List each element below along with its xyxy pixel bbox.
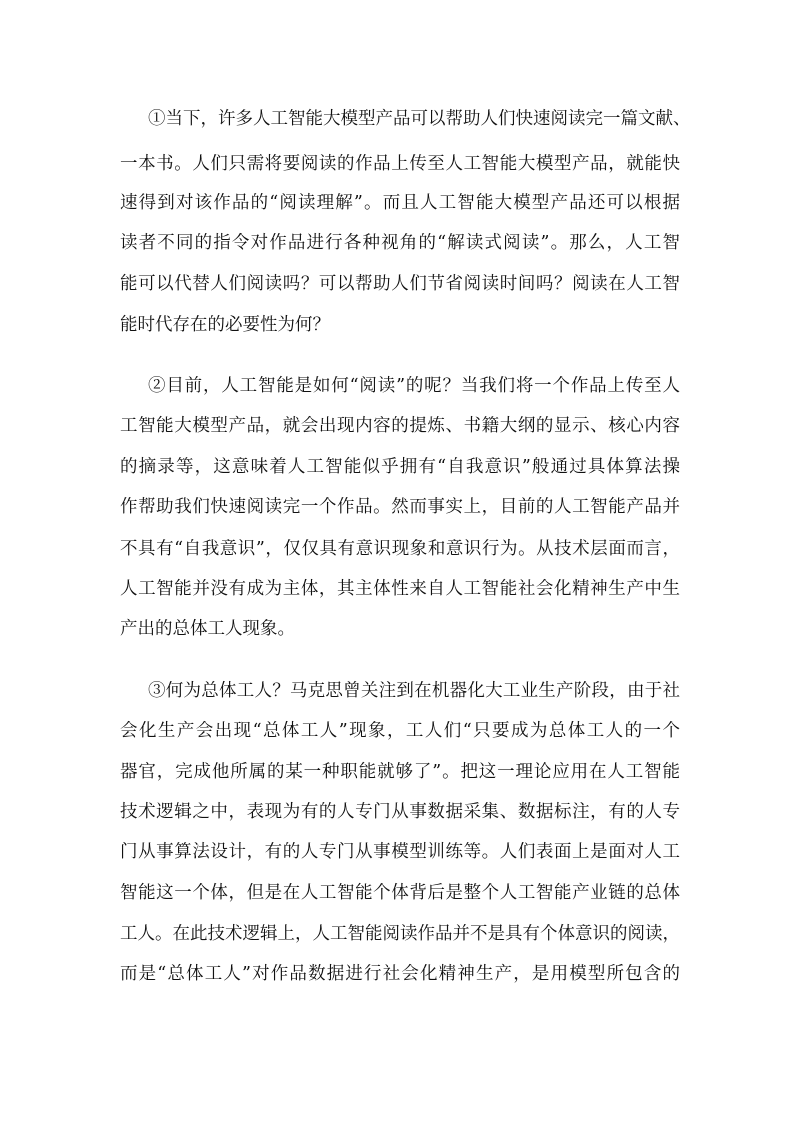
paragraph-1-line-6: 能时代存在的必要性为何？ [120,315,330,335]
paragraph-3-line-7: 工人。在此技术逻辑上，人工智能阅读作品并不是具有个体意识的阅读， [120,924,680,944]
paragraph-2-line-6: 人工智能并没有成为主体，其主体性来自人工智能社会化精神生产中生 [120,579,680,599]
paragraph-3-line-8: 而是“总体工人”对作品数据进行社会化精神生产，是用模型所包含的 [120,964,680,984]
paragraph-2-line-2: 工智能大模型产品，就会出现内容的提炼、书籍大纲的显示、核心内容 [120,416,680,436]
paragraph-3-line-5: 门从事算法设计，有的人专门从事模型训练等。人们表面上是面对人工 [120,842,680,862]
paragraph-2-line-1: ②目前，人工智能是如何“阅读”的呢？当我们将一个作品上传至人 [148,376,680,396]
paragraph-1-line-4: 读者不同的指令对作品进行各种视角的“解读式阅读”。那么，人工智 [120,233,680,253]
paragraph-2-line-4: 作帮助我们快速阅读完一个作品。然而事实上，目前的人工智能产品并 [120,497,680,517]
paragraph-3-line-6: 智能这一个体，但是在人工智能个体背后是整个人工智能产业链的总体 [120,883,680,903]
paragraph-2-line-7: 产出的总体工人现象。 [120,619,295,639]
paragraph-1-line-2: 一本书。人们只需将要阅读的作品上传至人工智能大模型产品，就能快 [120,154,680,174]
paragraph-2-line-5: 不具有“自我意识”，仅仅具有意识现象和意识行为。从技术层面而言， [120,539,680,559]
paragraph-3-line-1: ③何为总体工人？马克思曾关注到在机器化大工业生产阶段，由于社 [148,681,680,701]
paragraph-3-line-4: 技术逻辑之中，表现为有的人专门从事数据采集、数据标注，有的人专 [120,802,680,822]
paragraph-2-line-3: 的摘录等，这意味着人工智能似乎拥有“自我意识”般通过具体算法操 [120,457,680,477]
paragraph-1-line-1: ①当下，许多人工智能大模型产品可以帮助人们快速阅读完一篇文献、 [148,109,691,129]
paragraph-1-line-5: 能可以代替人们阅读吗？可以帮助人们节省阅读时间吗？阅读在人工智 [120,274,680,294]
paragraph-3-line-3: 器官，完成他所属的某一种职能就够了”。把这一理论应用在人工智能 [120,762,680,782]
paragraph-1-line-3: 速得到对该作品的“阅读理解”。而且人工智能大模型产品还可以根据 [120,193,680,213]
paragraph-3-line-2: 会化生产会出现“总体工人”现象，工人们“只要成为总体工人的一个 [120,721,680,741]
